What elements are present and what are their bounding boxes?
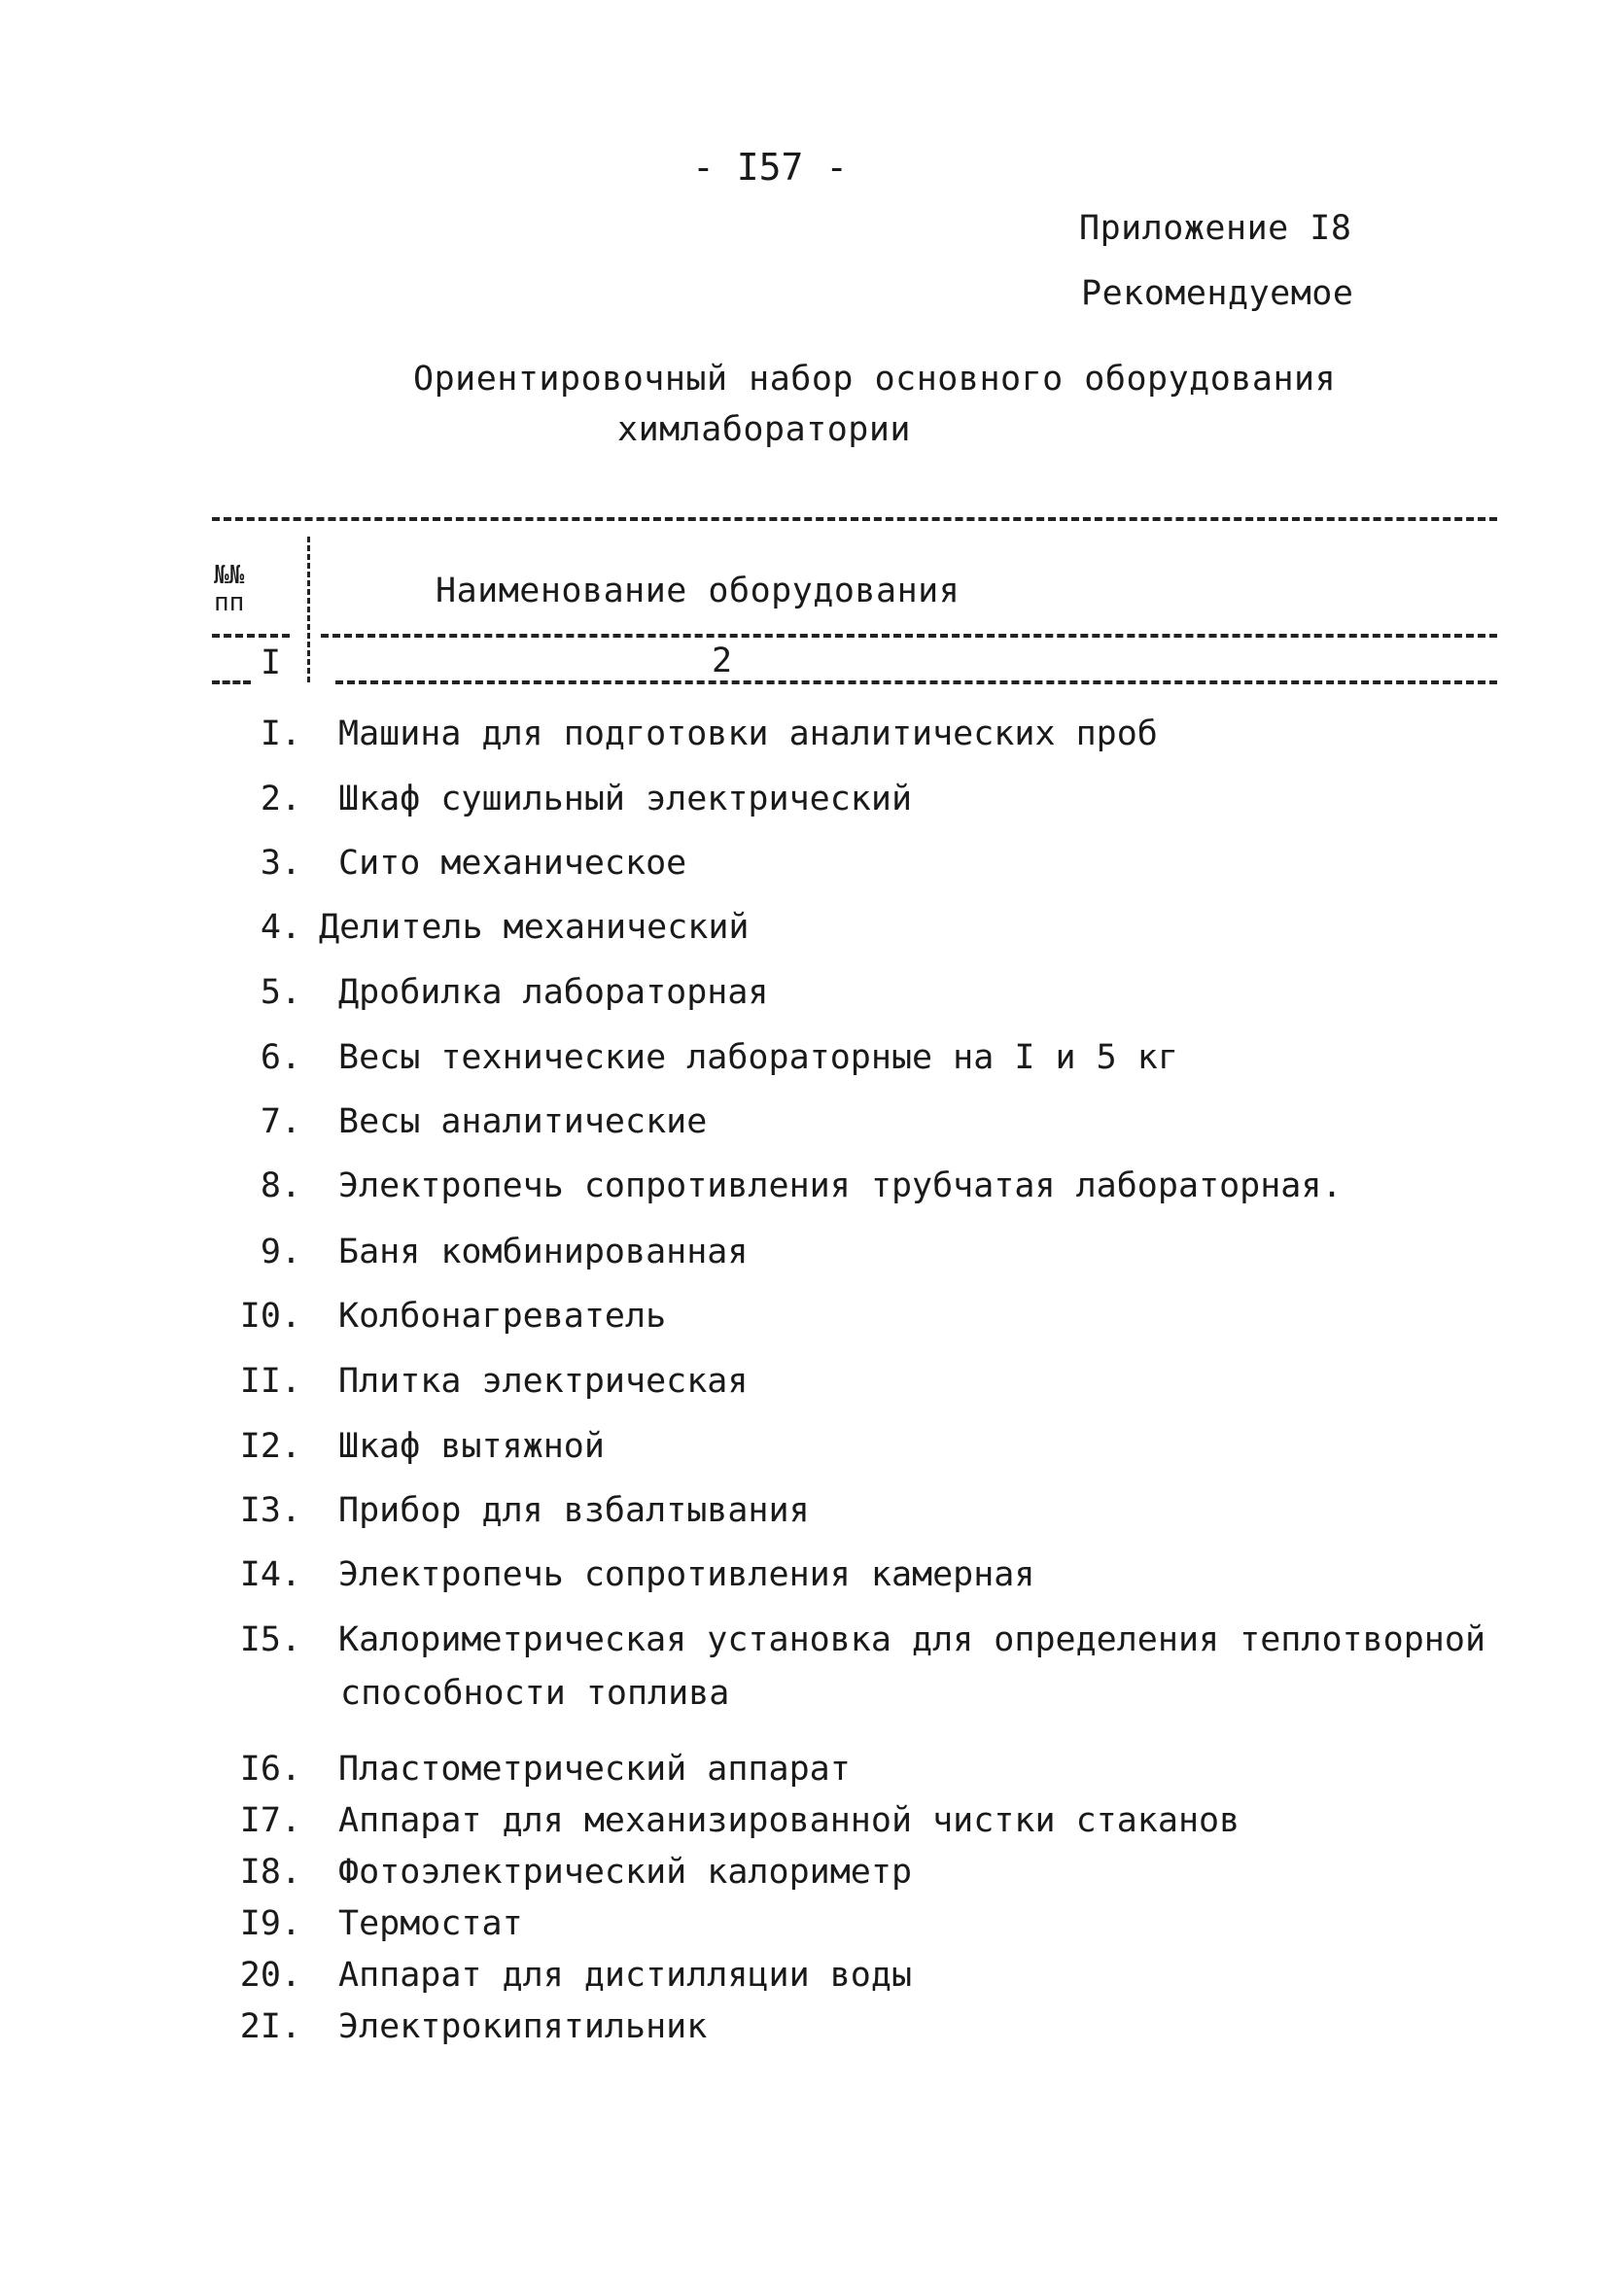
list-item	[0, 1801, 1607, 1850]
item-name-continued: способности топлива	[340, 1674, 730, 1713]
appendix-label: Приложение I8	[1079, 209, 1352, 248]
item-name: Делитель механический	[319, 908, 750, 947]
item-number: 9.	[260, 1233, 301, 1271]
item-number: 4.	[260, 908, 301, 947]
item-number: I8.	[239, 1853, 301, 1892]
list-item	[0, 1956, 1607, 2004]
item-number: 2I.	[239, 2007, 301, 2046]
list-item	[0, 1620, 1607, 1727]
item-number: 7.	[260, 1102, 301, 1141]
list-item	[0, 714, 1607, 763]
document-title: Ориентировочный набор основного оборудования	[413, 360, 1337, 399]
item-number: I5.	[239, 1620, 301, 1659]
item-name: Сито механическое	[338, 844, 687, 883]
item-number: 3.	[260, 844, 301, 883]
item-number: II.	[239, 1362, 301, 1401]
list-item	[0, 1038, 1607, 1087]
item-number: I4.	[239, 1555, 301, 1594]
item-number: I2.	[239, 1427, 301, 1466]
header-bottom-rule	[335, 680, 1497, 684]
item-name: Прибор для взбалтывания	[338, 1491, 810, 1530]
item-number: 5.	[260, 973, 301, 1012]
item-name: Электрокипятильник	[338, 2007, 708, 2046]
item-name: Калориметрическая установка для определения теплотворной	[338, 1620, 1486, 1659]
item-name: Весы аналитические	[338, 1102, 708, 1141]
item-name: Термостат	[338, 1904, 523, 1943]
item-name: Пластометрический аппарат	[338, 1750, 851, 1789]
item-name: Электропечь сопротивления камерная	[338, 1555, 1035, 1594]
item-name: Аппарат для дистилляции воды	[338, 1956, 913, 1995]
item-number: 20.	[239, 1956, 301, 1995]
list-item	[0, 1750, 1607, 1798]
list-item	[0, 780, 1607, 828]
item-name: Баня комбинированная	[338, 1233, 749, 1271]
header-mid-rule	[321, 634, 1497, 638]
list-item	[0, 1491, 1607, 1540]
list-item	[0, 1102, 1607, 1151]
list-item	[0, 908, 1607, 957]
item-number: I6.	[239, 1750, 301, 1789]
list-item	[0, 973, 1607, 1022]
item-name: Дробилка лабораторная	[338, 973, 769, 1012]
column-number-2: 2	[712, 642, 733, 680]
document-title-continued: химлаборатории	[617, 410, 912, 449]
item-name: Аппарат для механизированной чистки стаканов	[338, 1801, 1240, 1840]
header-bottom-rule-left	[212, 680, 251, 684]
column-separator	[307, 537, 310, 682]
header-mid-rule-left	[212, 634, 290, 638]
item-number: I3.	[239, 1491, 301, 1530]
list-item	[0, 1362, 1607, 1410]
column-header-name: Наименование оборудования	[436, 572, 961, 610]
item-number: 8.	[260, 1166, 301, 1205]
list-item	[0, 844, 1607, 892]
item-number: I7.	[239, 1801, 301, 1840]
table-top-rule	[212, 517, 1497, 521]
item-number: 6.	[260, 1038, 301, 1077]
column-number-1: I	[261, 644, 282, 682]
item-name: Плитка электрическая	[338, 1362, 749, 1401]
list-item	[0, 1427, 1607, 1476]
list-item	[0, 1297, 1607, 1345]
list-item	[0, 1853, 1607, 1901]
item-name: Шкаф вытяжной	[338, 1427, 605, 1466]
appendix-status: Рекомендуемое	[1081, 274, 1354, 313]
item-name: Весы технические лабораторные на I и 5 кг	[338, 1038, 1178, 1077]
item-name: Фотоэлектрический калориметр	[338, 1853, 913, 1892]
list-item	[0, 1904, 1607, 1953]
item-number: I0.	[239, 1297, 301, 1336]
item-number: 2.	[260, 780, 301, 818]
item-name: Электропечь сопротивления трубчатая лабораторная.	[338, 1166, 1343, 1205]
item-number: I.	[260, 714, 301, 753]
item-name: Колбонагреватель	[338, 1297, 667, 1336]
item-name: Шкаф сушильный электрический	[338, 780, 913, 818]
list-item	[0, 2007, 1607, 2056]
list-item	[0, 1233, 1607, 1281]
item-number: I9.	[239, 1904, 301, 1943]
list-item	[0, 1166, 1607, 1215]
list-item	[0, 1555, 1607, 1604]
page-number: - I57 -	[692, 146, 849, 189]
item-name: Машина для подготовки аналитических проб	[338, 714, 1158, 753]
column-header-number: №№ пп	[214, 561, 245, 617]
